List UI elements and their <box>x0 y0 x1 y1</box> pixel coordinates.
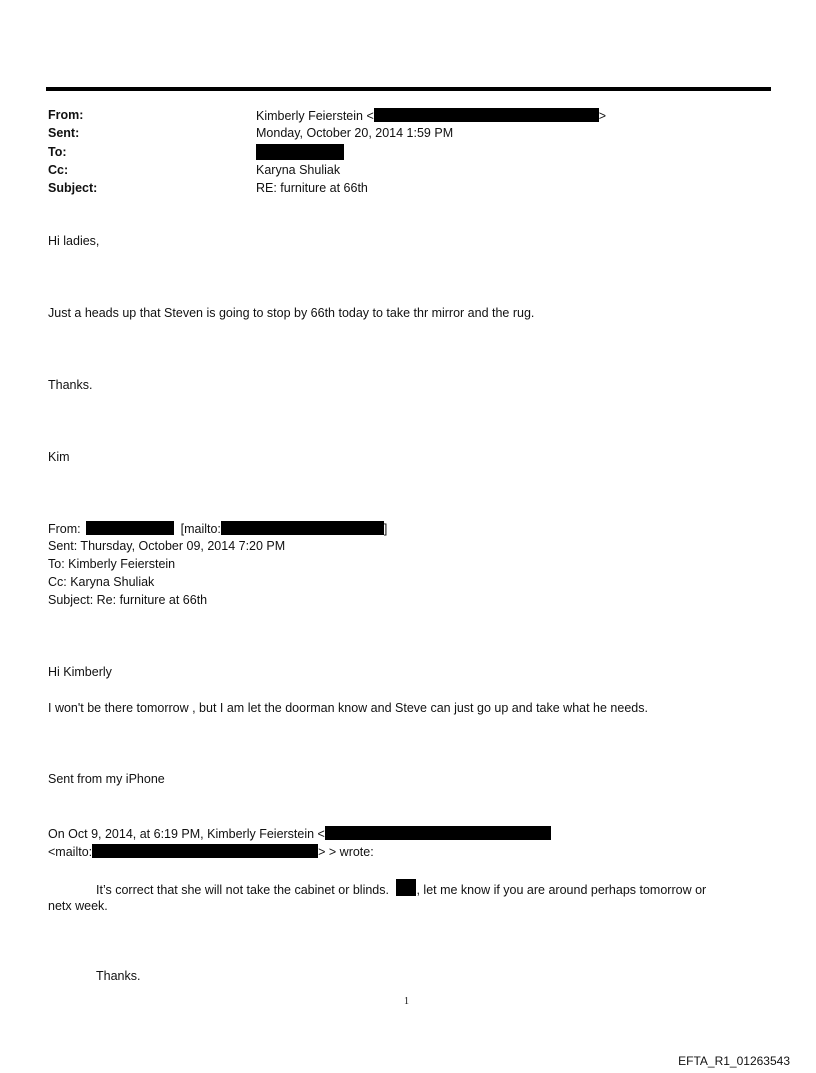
redaction-box <box>221 521 384 535</box>
redaction-box <box>374 108 599 122</box>
body-thanks: Thanks. <box>48 378 93 392</box>
header-rule <box>46 87 771 91</box>
from-value <box>256 108 606 123</box>
quoted2-intro <box>48 826 551 841</box>
quoted2-message-part1: It’s correct that she will not take the cabinet or blinds. <box>96 883 389 897</box>
quoted-greeting: Hi Kimberly <box>48 665 112 679</box>
body-message: Just a heads up that Steven is going to stop by 66th today to take thr mirror and the rug. <box>48 306 535 320</box>
quoted2-mailto <box>48 844 374 859</box>
quoted-cc: Cc: Karyna Shuliak <box>48 575 155 589</box>
document-id: EFTA_R1_01263543 <box>678 1054 790 1068</box>
redaction-box <box>396 879 416 896</box>
quoted-mailto-close: ] <box>383 522 388 536</box>
redaction-box <box>325 826 551 840</box>
quoted2-message <box>96 879 706 897</box>
quoted2-intro-text: On Oct 9, 2014, at 6:19 PM, Kimberly Feierstein < <box>48 827 325 841</box>
from-label: From: <box>48 108 84 122</box>
subject-value: RE: furniture at 66th <box>256 181 368 195</box>
cc-value: Karyna Shuliak <box>256 163 341 177</box>
quoted-subject: Subject: Re: furniture at 66th <box>48 593 208 607</box>
to-value <box>256 144 344 161</box>
sent-value: Monday, October 20, 2014 1:59 PM <box>256 126 454 140</box>
quoted2-mailto-prefix: <mailto: <box>48 845 93 859</box>
quoted2-message-part2: , let me know if you are around perhaps tomorrow or <box>416 883 707 897</box>
redaction-box <box>256 144 344 160</box>
redaction-box <box>86 521 174 535</box>
cc-label: Cc: <box>48 163 69 177</box>
greeting: Hi ladies, <box>48 234 100 248</box>
from-name: Kimberly Feierstein < <box>256 109 374 123</box>
quoted-from-label: From: <box>48 522 81 536</box>
quoted2-message-cont: netx week. <box>48 899 108 913</box>
page-number: 1 <box>404 996 409 1007</box>
quoted-signoff: Sent from my iPhone <box>48 772 165 786</box>
subject-label: Subject: <box>48 181 98 195</box>
from-close: > <box>598 109 607 123</box>
quoted2-thanks: Thanks. <box>96 969 141 983</box>
redaction-box <box>92 844 318 858</box>
to-label: To: <box>48 145 67 159</box>
quoted-to: To: Kimberly Feierstein <box>48 557 176 571</box>
body-signature: Kim <box>48 450 70 464</box>
sent-label: Sent: <box>48 126 80 140</box>
quoted-from <box>48 521 387 536</box>
quoted-sent: Sent: Thursday, October 09, 2014 7:20 PM <box>48 539 286 553</box>
quoted-message: I won't be there tomorrow , but I am let the doorman know and Steve can just go up and take what he needs. <box>48 701 648 715</box>
quoted2-wrote: > > wrote: <box>318 845 374 859</box>
quoted-mailto-prefix: [mailto: <box>180 522 221 536</box>
